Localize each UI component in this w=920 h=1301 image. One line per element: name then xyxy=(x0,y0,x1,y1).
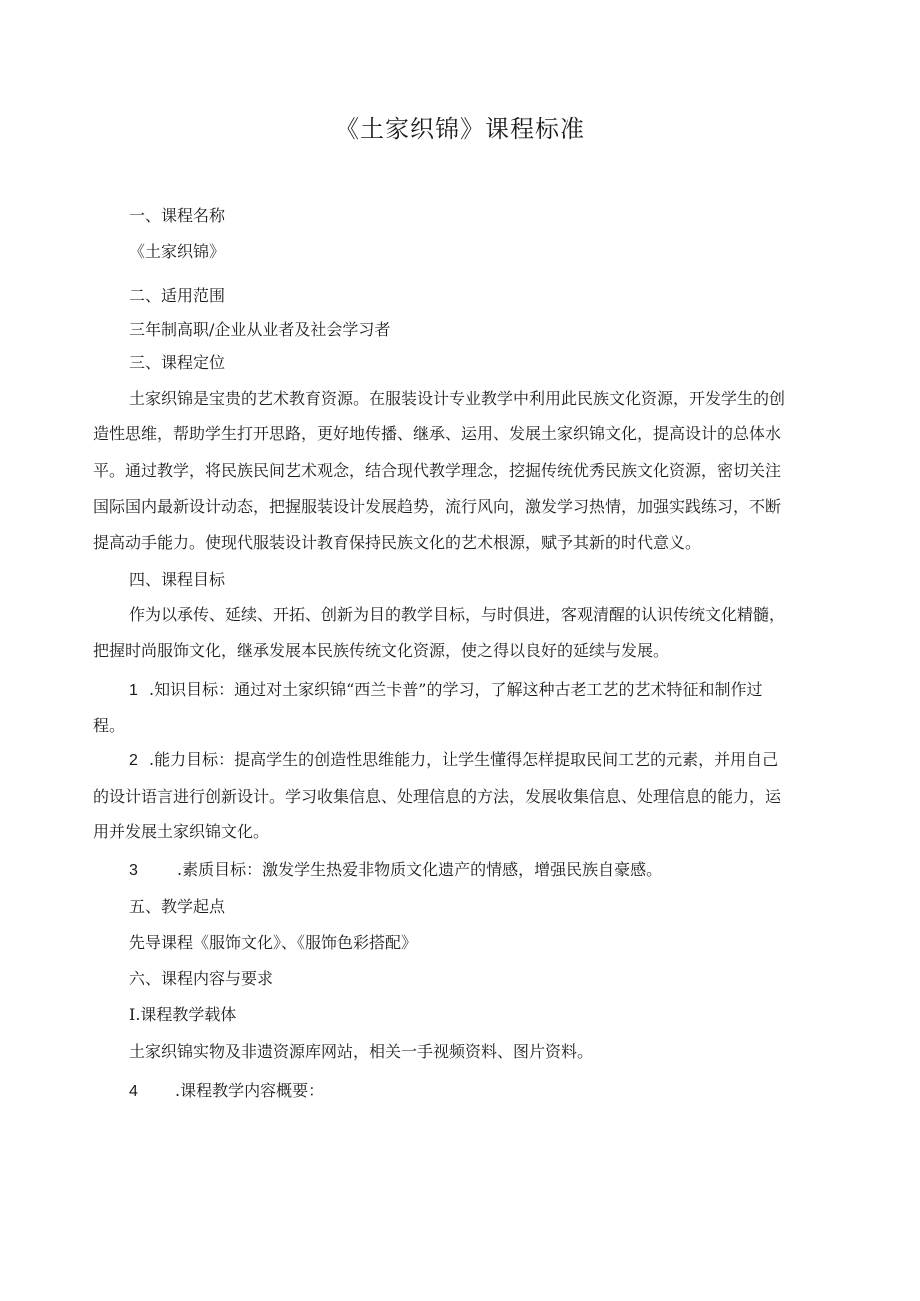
objective-item-ability-cont: 用并发展土家织锦文化。 xyxy=(93,822,270,841)
content-subheading-carrier: I.课程教学载体 xyxy=(129,1005,237,1024)
item-text: .素质目标：激发学生热爱非物质文化遗产的情感，增强民族自豪感。 xyxy=(177,860,663,879)
objective-item-ability xyxy=(129,750,778,771)
starting-point-text: 先导课程《服饰文化》、《服饰色彩搭配》 xyxy=(129,933,418,952)
section-heading-scope: 二、适用范围 xyxy=(129,286,226,305)
positioning-line: 土家织锦是宝贵的艺术教育资源。在服装设计专业教学中利用此民族文化资源，开发学生的创 xyxy=(129,389,786,408)
course-name-text: 《土家织锦》 xyxy=(129,242,226,261)
content-subheading-summary xyxy=(129,1081,324,1102)
objectives-line: 作为以承传、延续、开拓、创新为目的教学目标，与时俱进，客观清醒的认识传统文化精髓， xyxy=(129,605,786,624)
scope-text: 三年制高职/企业从业者及社会学习者 xyxy=(129,320,391,339)
section-heading-objectives: 四、课程目标 xyxy=(129,570,226,589)
content-carrier-text: 土家织锦实物及非遗资源库网站，相关一手视频资料、图片资料。 xyxy=(129,1042,594,1061)
objective-item-quality xyxy=(129,860,662,881)
objective-item-knowledge-cont: 程。 xyxy=(93,716,126,735)
document-title: 《土家织锦》课程标准 xyxy=(335,115,585,143)
item-number: 2 xyxy=(129,752,138,769)
objective-item-ability-cont: 的设计语言进行创新设计。学习收集信息、处理信息的方法，发展收集信息、处理信息的能力，运 xyxy=(93,787,782,806)
positioning-line: 提高动手能力。使现代服装设计教育保持民族文化的艺术根源，赋予其新的时代意义。 xyxy=(93,533,702,552)
section-heading-course-name: 一、课程名称 xyxy=(129,206,226,225)
section-heading-positioning: 三、课程定位 xyxy=(129,353,226,372)
objectives-line: 把握时尚服饰文化，继承发展本民族传统文化资源，使之得以良好的延续与发展。 xyxy=(93,641,670,660)
item-text: .知识目标：通过对土家织锦“西兰卡普”的学习，了解这种古老工艺的艺术特征和制作过 xyxy=(149,680,763,699)
objective-item-knowledge xyxy=(129,680,762,701)
item-number: 1 xyxy=(129,682,138,699)
item-number: 4 xyxy=(129,1083,138,1100)
item-text: .能力目标：提高学生的创造性思维能力，让学生懂得怎样提取民间工艺的元素，并用自己 xyxy=(149,750,779,769)
item-number: 3 xyxy=(129,862,138,879)
item-text: .课程教学内容概要： xyxy=(175,1081,325,1100)
positioning-line: 造性思维，帮助学生打开思路，更好地传播、继承、运用、发展土家织锦文化，提高设计的总体水 xyxy=(93,424,782,443)
positioning-line: 平。通过教学，将民族民间艺术观念，结合现代教学理念，挖掘传统优秀民族文化资源，密切关注 xyxy=(93,461,782,480)
section-heading-starting-point: 五、教学起点 xyxy=(129,897,226,916)
section-heading-content: 六、课程内容与要求 xyxy=(129,969,274,988)
positioning-line: 国际国内最新设计动态，把握服装设计发展趋势，流行风向，激发学习热情，加强实践练习，不断 xyxy=(93,497,782,516)
